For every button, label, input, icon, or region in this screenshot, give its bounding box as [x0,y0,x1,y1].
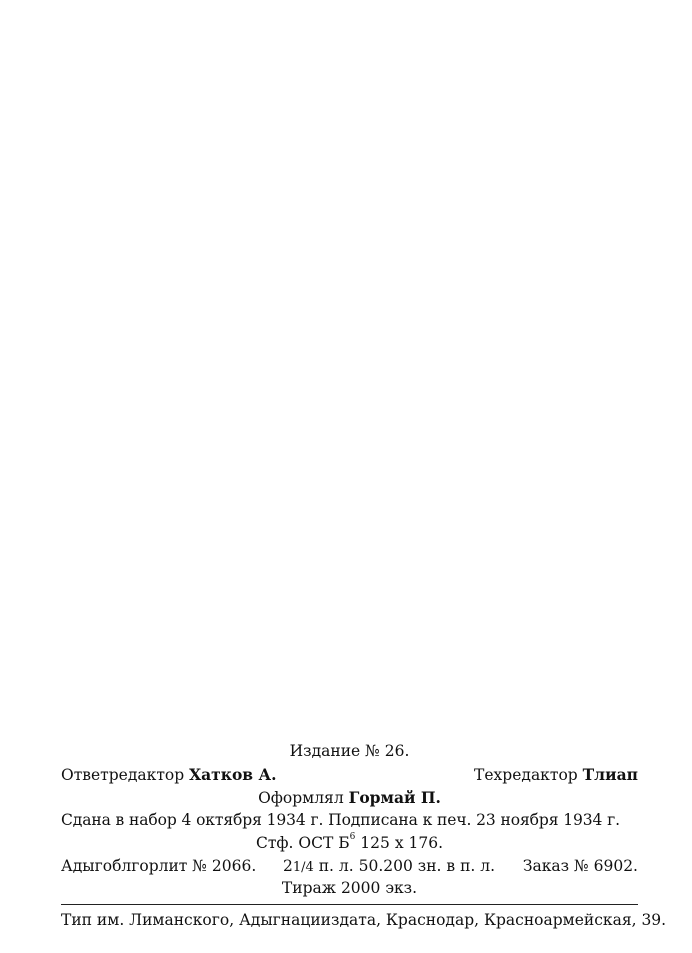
printer-line: Тип им. Лиманского, Адыгнацииздата, Краснодар, Красноармейская, 39. [61,911,667,929]
divider-rule [61,904,638,905]
print-run-line: Тираж 2000 экз. [281,879,418,897]
edition-line: Издание № 26. [289,742,410,760]
format-line [61,832,638,855]
publisher-no: Адыгоблгорлит № 2066. [61,857,257,875]
chief-editor [61,763,277,787]
format-sup: 6 [349,832,356,842]
submitted-line: Сдана в набор 4 октября 1934 г. Подписана к печ. 23 ноября 1934 г. [61,811,620,829]
editors-line [61,763,638,786]
publisher-line [61,855,638,878]
chief-editor-name: Хатков А. [189,765,277,784]
format-prefix: Стф. ОСТ Б [255,834,350,852]
sheets-rest: п. л. 50.200 зн. в п. л. [313,857,496,875]
tech-editor-label: Техредактор [474,766,578,784]
sheets [283,855,495,879]
sheets-whole: 2 [283,857,293,875]
imprint-block [61,740,667,932]
tech-editor [474,763,638,787]
designer-label: Оформлял [258,789,344,807]
format-suffix: 125 x 176. [355,834,443,852]
designer-line [61,786,638,809]
sheets-frac: 1/4 [292,860,314,875]
chief-editor-label: Ответредактор [61,766,185,784]
designer-name: Гормай П. [348,788,441,807]
order-no: Заказ № 6902. [522,857,638,875]
tech-editor-name: Тлиап [582,765,638,784]
